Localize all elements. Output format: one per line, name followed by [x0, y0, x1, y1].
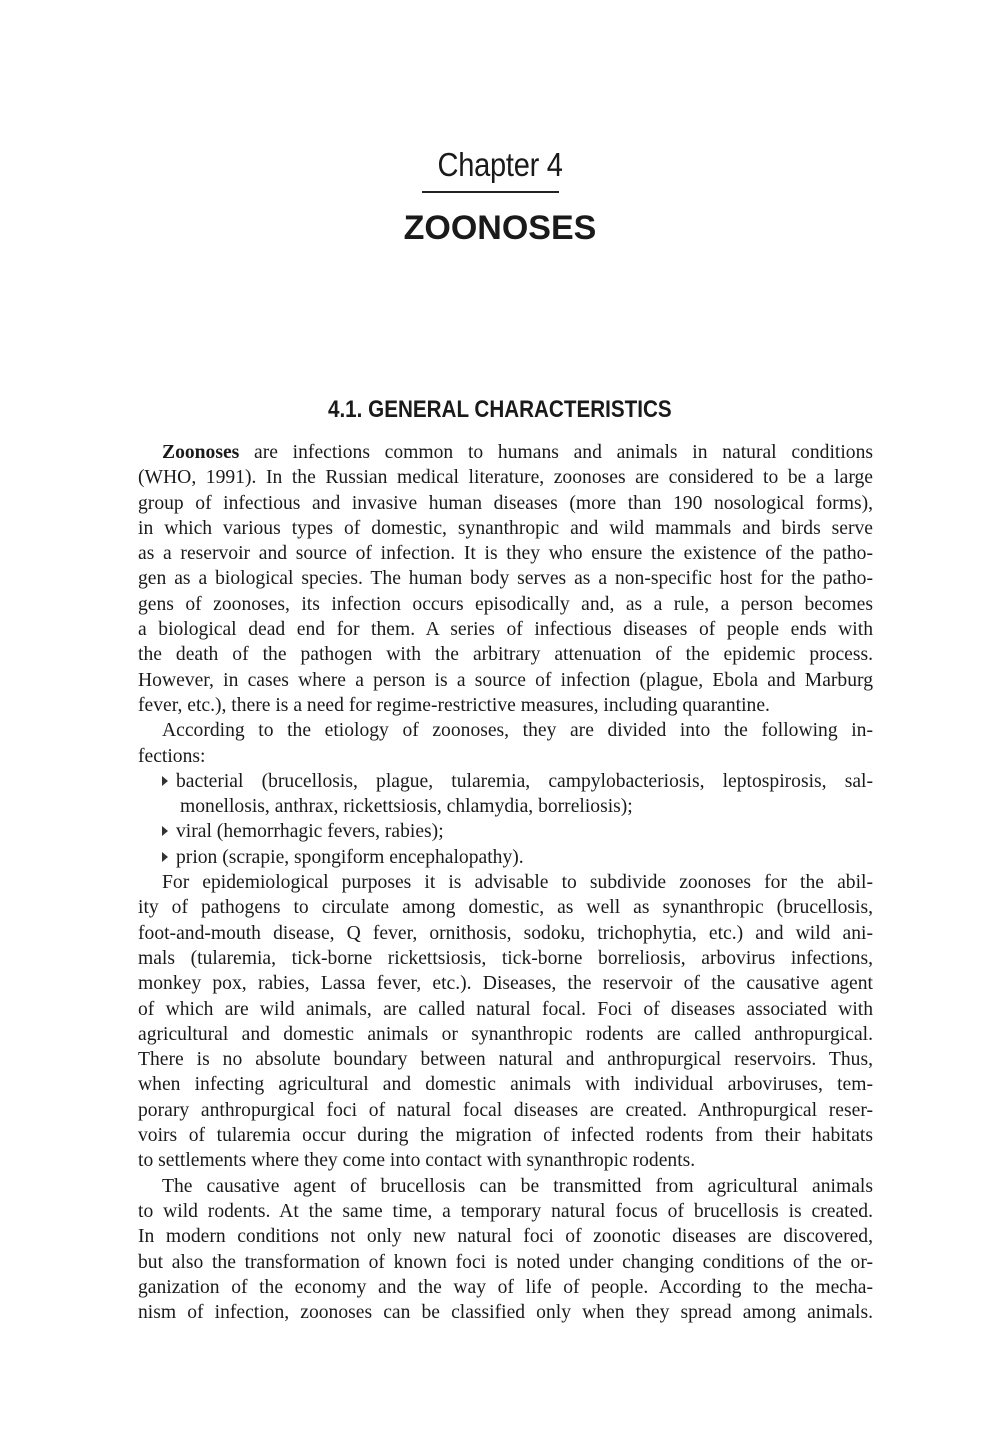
text-line: ganization of the economy and the way of life of people. According to the mecha-: [138, 1276, 873, 1298]
chapter-number-text: Chapter 4: [437, 146, 563, 183]
text-line: when infecting agricultural and domestic animals with individual arboviruses, tem-: [138, 1074, 873, 1096]
text-line: of which are wild animals, are called natural focal. Foci of diseases associated with: [138, 998, 873, 1020]
text-line: prion (scrapie, spongiform encephalopathy).: [138, 845, 873, 870]
text-line: However, in cases where a person is a source of infection (plague, Ebola and Marburg: [138, 669, 873, 691]
section-heading: [0, 394, 1000, 426]
text-line: nism of infection, zoonoses can be classified only when they spread among animals.: [138, 1302, 873, 1324]
text-line: monellosis, anthrax, rickettsiosis, chlamydia, borreliosis);: [180, 796, 633, 818]
section-heading-text: 4.1. GENERAL CHARACTERISTICS: [328, 396, 672, 423]
text-line: fections:: [138, 745, 206, 767]
text-line: but also the transformation of known foci is noted under changing conditions of the or-: [138, 1251, 873, 1273]
text-line: viral (hemorrhagic fevers, rabies);: [138, 819, 873, 844]
text-line: agricultural and domestic animals or synanthropic rodents are called anthropurgical.: [138, 1023, 873, 1045]
text-line: gen as a biological species. The human body serves as a non-specific host for the patho-: [138, 568, 873, 590]
chapter-number: [0, 143, 1000, 187]
text-line: voirs of tularemia occur during the migration of infected rodents from their habitats: [138, 1125, 873, 1147]
bullet-item: [138, 819, 873, 844]
text-line: fever, etc.), there is a need for regime-restrictive measures, including quarantine.: [138, 694, 770, 716]
paragraph: [138, 440, 873, 718]
chapter-divider: [422, 191, 559, 193]
text-line: In modern conditions not only new natural foci of zoonotic diseases are discovered,: [138, 1226, 873, 1248]
paragraph: [138, 870, 873, 1174]
text-line: in which various types of domestic, synanthropic and wild mammals and birds serve: [138, 517, 873, 539]
text-line: monkey pox, rabies, Lassa fever, etc.). Diseases, the reservoir of the causative agent: [138, 973, 873, 995]
chapter-title: ZOONOSES: [403, 209, 597, 247]
paragraph: [138, 718, 873, 769]
bold-term: Zoonoses: [162, 442, 240, 463]
bullet-triangle-icon: [162, 776, 168, 786]
bullet-triangle-icon: [162, 826, 168, 836]
bullet-item: [138, 769, 873, 820]
text-line: porary anthropurgical foci of natural focal diseases are created. Anthropurgical reser-: [138, 1099, 873, 1121]
text-line: to settlements where they come into contact with synanthropic rodents.: [138, 1150, 696, 1172]
paragraph: [138, 1174, 873, 1326]
text-line: bacterial (brucellosis, plague, tularemia, campylobacteriosis, leptospirosis, sal-: [138, 769, 873, 794]
text-line: a biological dead end for them. A series of infectious diseases of people ends with: [138, 619, 873, 641]
text-line: There is no absolute boundary between natural and anthropurgical reservoirs. Thus,: [138, 1049, 873, 1071]
text-line: ity of pathogens to circulate among domestic, as well as synanthropic (brucellosis,: [138, 897, 873, 919]
text-line: as a reservoir and source of infection. It is they who ensure the existence of the patho-: [138, 543, 873, 565]
bullet-triangle-icon: [162, 852, 168, 862]
text-line: foot-and-mouth disease, Q fever, ornithosis, sodoku, trichophytia, etc.) and wild ani-: [138, 922, 873, 944]
text-line: to wild rodents. At the same time, a temporary natural focus of brucellosis is created.: [138, 1200, 873, 1222]
bullet-item: [138, 845, 873, 870]
text-line: Zoonoses are infections common to humans and animals in natural conditions: [162, 442, 873, 463]
text-line: According to the etiology of zoonoses, they are divided into the following in-: [162, 720, 873, 742]
text-line: The causative agent of brucellosis can be transmitted from agricultural animals: [162, 1175, 873, 1197]
text-line: gens of zoonoses, its infection occurs episodically and, as a rule, a person becomes: [138, 593, 873, 615]
text-line: For epidemiological purposes it is advisable to subdivide zoonoses for the abil-: [162, 872, 873, 894]
text-line: the death of the pathogen with the arbitrary attenuation of the epidemic process.: [138, 644, 873, 666]
body-text: [138, 440, 873, 1325]
text-line: (WHO, 1991). In the Russian medical literature, zoonoses are considered to be a large: [138, 467, 873, 489]
text-line: group of infectious and invasive human diseases (more than 190 nosological forms),: [138, 492, 873, 514]
text-line: mals (tularemia, tick-borne rickettsiosis, tick-borne borreliosis, arbovirus infections,: [138, 947, 873, 969]
